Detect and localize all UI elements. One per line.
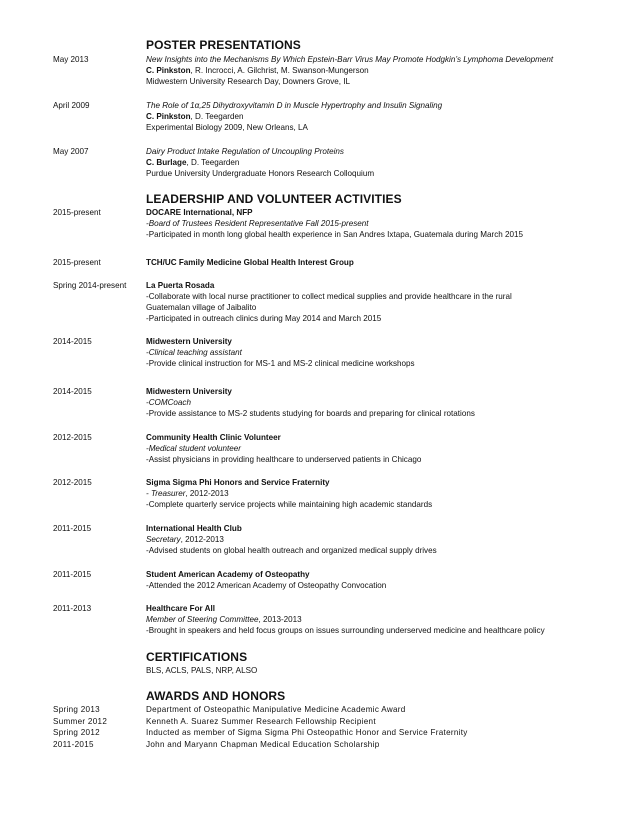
- activity-role: [146, 614, 596, 625]
- entry-date: 2012-2015: [53, 478, 92, 487]
- activity-role: -Clinical teaching assistant: [146, 348, 242, 357]
- activity-org: International Health Club: [146, 524, 242, 533]
- role-title: - Treasurer: [146, 489, 186, 498]
- role-title: Secretary: [146, 535, 181, 544]
- poster-venue: Midwestern University Research Day, Downers Grove, IL: [146, 77, 351, 86]
- activity-org: Healthcare For All: [146, 604, 215, 613]
- award-text: Department of Osteopathic Manipulative Medicine Academic Award: [146, 705, 406, 714]
- activity-org: Student American Academy of Osteopathy: [146, 570, 310, 579]
- activity-detail: -Provide assistance to MS-2 students studying for boards and preparing for clinical rotations: [146, 409, 475, 418]
- entry-date: 2011-2015: [53, 739, 94, 749]
- poster-title: New Insights into the Mechanisms By Which Epstein-Barr Virus May Promote Hodgkin’s Lymphoma Development: [146, 55, 554, 64]
- activity-detail: -Participated in outreach clinics during May 2014 and March 2015: [146, 314, 382, 323]
- role-years: , 2012-2013: [180, 535, 224, 544]
- awards-heading: AWARDS AND HONORS: [146, 689, 286, 703]
- activity-org: Sigma Sigma Phi Honors and Service Fraternity: [146, 478, 330, 487]
- entry-date: 2011-2013: [53, 604, 92, 613]
- role-years: , 2012-2013: [185, 489, 229, 498]
- poster-title: The Role of 1α,25 Dihydroxyvitamin D in Muscle Hypertrophy and Insulin Signaling: [146, 101, 443, 110]
- entry-date: Spring 2013: [53, 705, 100, 714]
- role-years: , 2013-2013: [258, 615, 302, 624]
- entry-date: April 2009: [53, 101, 90, 110]
- coauthors: , D. Teegarden: [186, 158, 240, 167]
- entry-date: May 2007: [53, 147, 89, 156]
- poster-presentations-heading: POSTER PRESENTATIONS: [146, 38, 301, 52]
- entry-date: 2015-present: [53, 258, 101, 267]
- activity-org: La Puerta Rosada: [146, 281, 215, 290]
- certifications-list: BLS, ACLS, PALS, NRP, ALSO: [146, 666, 258, 675]
- poster-venue: Purdue University Undergraduate Honors Research Colloquium: [146, 169, 375, 178]
- lead-author: C. Pinkston: [146, 66, 191, 75]
- activity-org: TCH/UC Family Medicine Global Health Interest Group: [146, 258, 354, 267]
- poster-authors: [146, 157, 596, 168]
- entry-date: Spring 2014-present: [53, 281, 127, 290]
- entry-date: May 2013: [53, 55, 89, 64]
- leadership-heading: LEADERSHIP AND VOLUNTEER ACTIVITIES: [146, 192, 402, 206]
- coauthors: , D. Teegarden: [190, 112, 244, 121]
- activity-detail: -Complete quarterly service projects while maintaining high academic standards: [146, 500, 433, 509]
- poster-authors: [146, 65, 596, 76]
- activity-role: -COMCoach: [146, 398, 191, 407]
- activity-org: DOCARE International, NFP: [146, 208, 253, 217]
- entry-date: 2014-2015: [53, 337, 92, 346]
- activity-detail: -Attended the 2012 American Academy of Osteopathy Convocation: [146, 581, 387, 590]
- award-text: Kenneth A. Suarez Summer Research Fellowship Recipient: [146, 716, 376, 726]
- poster-venue: Experimental Biology 2009, New Orleans, LA: [146, 123, 308, 132]
- activity-detail: -Advised students on global health outreach and organized medical supply drives: [146, 546, 437, 555]
- lead-author: C. Pinkston: [146, 112, 191, 121]
- activity-role: -Medical student volunteer: [146, 444, 241, 453]
- coauthors: , R. Incrocci, A. Gilchrist, M. Swanson-Mungerson: [190, 66, 369, 75]
- activity-org: Community Health Clinic Volunteer: [146, 433, 281, 442]
- role-title: Member of Steering Committee: [146, 615, 259, 624]
- entry-date: 2011-2015: [53, 524, 92, 533]
- activity-detail: -Collaborate with local nurse practitioner to collect medical supplies and provide healthcare in the rural Guatemalan village of Jaibalito: [146, 292, 512, 312]
- activity-role: -Board of Trustees Resident Representative Fall 2015-present: [146, 219, 369, 228]
- activity-detail: -Participated in month long global health experience in San Andres Ixtapa, Guatemala during March 2015: [146, 230, 524, 239]
- activity-role: [146, 488, 596, 499]
- entry-date: 2011-2015: [53, 570, 92, 579]
- award-text: Inducted as member of Sigma Sigma Phi Osteopathic Honor and Service Fraternity: [146, 728, 468, 737]
- activity-detail: -Assist physicians in providing healthcare to underserved patients in Chicago: [146, 455, 422, 464]
- activity-org: Midwestern University: [146, 337, 232, 346]
- activity-detail: -Provide clinical instruction for MS-1 and MS-2 clinical medicine workshops: [146, 359, 415, 368]
- entry-date: Spring 2012: [53, 728, 100, 737]
- activity-detail: -Brought in speakers and held focus groups on issues surrounding underserved medicine and healthcare policy: [146, 626, 545, 635]
- lead-author: C. Burlage: [146, 158, 187, 167]
- activity-role: [146, 534, 596, 545]
- activity-org: Midwestern University: [146, 387, 232, 396]
- poster-title: Dairy Product Intake Regulation of Uncoupling Proteins: [146, 147, 344, 156]
- certifications-heading: CERTIFICATIONS: [146, 650, 248, 664]
- poster-authors: [146, 111, 596, 122]
- award-text: John and Maryann Chapman Medical Education Scholarship: [146, 739, 380, 749]
- entry-date: 2014-2015: [53, 387, 92, 396]
- entry-date: 2015-present: [53, 208, 101, 217]
- entry-date: Summer 2012: [53, 716, 108, 726]
- entry-date: 2012-2015: [53, 433, 92, 442]
